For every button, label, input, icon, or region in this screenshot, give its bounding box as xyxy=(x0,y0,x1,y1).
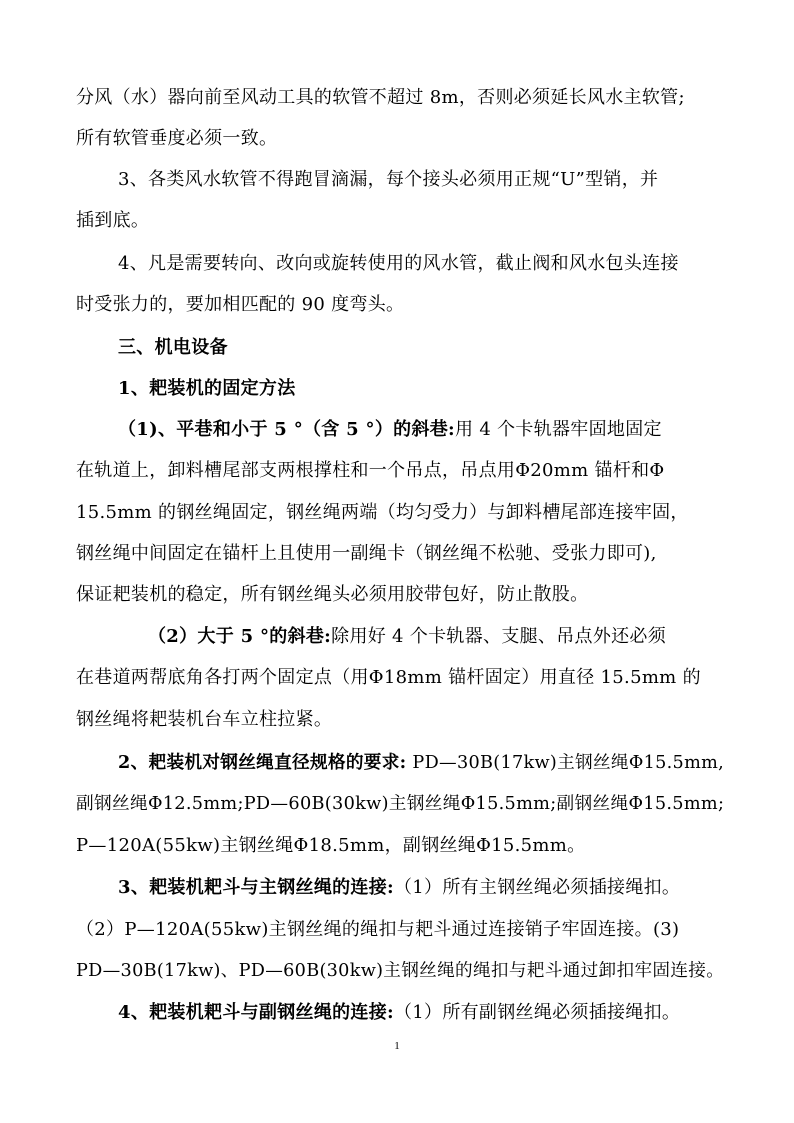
paragraph-line: 钢丝绳将耙装机台车立柱拉紧。 xyxy=(76,709,333,730)
paragraph-line: 分风（水）器向前至风动工具的软管不超过 8m，否则必须延长风水主软管; xyxy=(76,87,685,108)
paragraph-line: 保证耙装机的稳定，所有钢丝绳头必须用胶带包好，防止散股。 xyxy=(76,584,589,605)
paragraph-line xyxy=(118,876,680,900)
paragraph-line: （2）P—120A(55kw)主钢丝绳的绳扣与耙斗通过连接销子牢固连接。(3) xyxy=(76,919,680,940)
item-heading: 2、耙装机对钢丝绳直径规格的要求: xyxy=(118,752,407,773)
paragraph-line: 插到底。 xyxy=(76,210,150,231)
item-text: PD—30B(17kw)主钢丝绳Φ15.5mm, xyxy=(406,753,725,773)
page-number: 1 xyxy=(394,1040,400,1052)
paragraph-line: 在巷道两帮底角各打两个固定点（用Φ18mm 锚杆固定）用直径 15.5mm 的 xyxy=(76,667,701,688)
paragraph-line: 在轨道上，卸料槽尾部支两根撑柱和一个吊点，吊点用Φ20mm 锚杆和Φ xyxy=(76,460,665,481)
paragraph-line: 15.5mm 的钢丝绳固定，钢丝绳两端（均匀受力）与卸料槽尾部连接牢固， xyxy=(76,502,689,523)
paragraph-line: 时受张力的，要加相匹配的 90 度弯头。 xyxy=(76,294,405,315)
paragraph-line: P—120A(55kw)主钢丝绳Φ18.5mm，副钢丝绳Φ15.5mm。 xyxy=(76,835,586,856)
paragraph-line xyxy=(148,625,666,649)
paragraph-line: 4、凡是需要转向、改向或旋转使用的风水管，截止阀和风水包头连接 xyxy=(118,253,679,274)
item-text: （1）所有主钢丝绳必须插接绳扣。 xyxy=(393,877,681,898)
paragraph-line: 3、各类风水软管不得跑冒滴漏，每个接头必须用正规“U”型销，并 xyxy=(118,169,659,190)
paragraph-line: 所有软管垂度必须一致。 xyxy=(76,128,278,149)
item-heading: 4、耙装机耙斗与副钢丝绳的连接: xyxy=(118,1002,394,1023)
paragraph-line: PD—30B(17kw)、PD—60B(30kw)主钢丝绳的绳扣与耙斗通过卸扣牢固连接。 xyxy=(76,961,725,981)
item-heading: 3、耙装机耙斗与主钢丝绳的连接: xyxy=(118,877,394,898)
paragraph-line xyxy=(118,751,724,775)
item-heading: （2）大于 5 °的斜巷: xyxy=(148,626,332,647)
paragraph-line xyxy=(118,418,662,442)
section-heading: 三、机电设备 xyxy=(118,337,228,358)
paragraph-line: 钢丝绳中间固定在锚杆上且使用一副绳卡（钢丝绳不松驰、受张力即可), xyxy=(76,543,657,564)
item-text: 用 4 个卡轨器牢固地固定 xyxy=(455,419,662,440)
paragraph-line: 副钢丝绳Φ12.5mm;PD—60B(30kw)主钢丝绳Φ15.5mm;副钢丝绳Φ15.5mm; xyxy=(76,794,725,814)
item-text: 除用好 4 个卡轨器、支腿、吊点外还必须 xyxy=(331,626,667,647)
subsection-heading: 1、耙装机的固定方法 xyxy=(118,378,296,399)
paragraph-line xyxy=(118,1001,680,1025)
item-text: （1）所有副钢丝绳必须插接绳扣。 xyxy=(393,1002,681,1023)
item-heading: （1)、平巷和小于 5 °（含 5 °）的斜巷: xyxy=(118,419,455,440)
